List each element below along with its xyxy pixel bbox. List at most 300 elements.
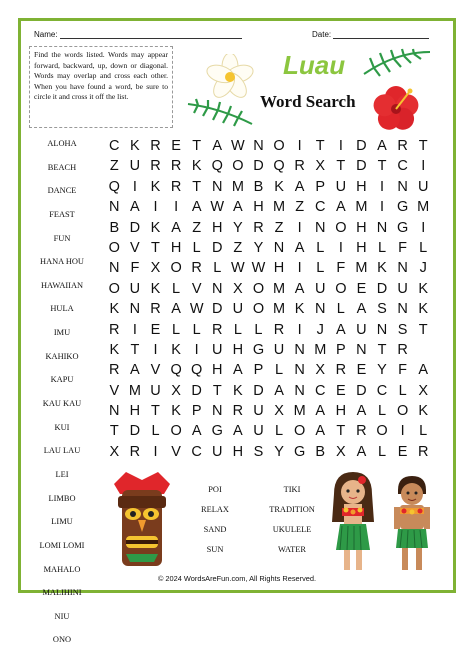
grid-cell[interactable]: Q — [273, 158, 285, 175]
grid-cell[interactable]: Y — [274, 443, 284, 460]
grid-cell[interactable]: I — [153, 443, 158, 460]
grid-cell[interactable]: A — [171, 301, 181, 318]
grid-cell[interactable]: O — [335, 219, 347, 236]
name-line[interactable] — [60, 30, 242, 39]
grid-cell[interactable]: X — [315, 158, 326, 175]
grid-cell[interactable]: I — [153, 341, 158, 358]
grid-cell[interactable]: C — [314, 382, 326, 399]
grid-cell[interactable]: L — [377, 443, 387, 460]
grid-cell[interactable]: P — [315, 178, 326, 195]
grid-cell[interactable]: F — [130, 260, 140, 277]
grid-cell[interactable]: M — [293, 403, 306, 420]
grid-cell[interactable]: D — [212, 239, 223, 256]
grid-cell[interactable]: A — [130, 199, 140, 216]
grid-cell[interactable]: M — [314, 341, 327, 358]
grid-row — [104, 320, 434, 340]
grid-cell[interactable]: T — [336, 423, 346, 440]
grid-cell[interactable]: T — [212, 382, 222, 399]
grid-cell[interactable]: Y — [253, 239, 264, 256]
letter-grid — [104, 136, 434, 462]
grid-cell[interactable]: C — [397, 158, 408, 175]
grid-cell[interactable]: E — [356, 280, 367, 297]
grid-cell[interactable]: T — [377, 158, 387, 175]
list-item: LIMU — [51, 517, 73, 527]
grid-cell[interactable]: N — [314, 219, 326, 236]
grid-cell[interactable]: F — [398, 362, 408, 379]
grid-cell[interactable]: L — [336, 301, 345, 318]
list-item: LEI — [55, 469, 69, 479]
list-item: KAU KAU — [42, 399, 82, 409]
grid-cell[interactable]: Z — [295, 199, 305, 216]
grid-cell[interactable]: O — [170, 423, 182, 440]
grid-cell[interactable]: G — [396, 219, 409, 236]
grid-cell[interactable]: G — [294, 443, 306, 460]
grid-cell[interactable]: P — [335, 341, 346, 358]
grid-cell[interactable]: I — [194, 341, 199, 358]
grid-cell[interactable]: F — [398, 239, 408, 256]
grid-cell[interactable]: N — [397, 178, 408, 195]
grid-cell[interactable]: A — [294, 280, 305, 297]
grid-cell[interactable]: B — [109, 219, 120, 236]
list-item: HANA HOU — [40, 257, 84, 267]
grid-cell[interactable]: W — [251, 260, 266, 277]
grid-cell[interactable]: U — [314, 280, 326, 297]
grid-row — [104, 177, 434, 197]
grid-cell[interactable]: L — [419, 423, 428, 440]
grid-cell[interactable]: A — [335, 321, 346, 338]
grid-cell[interactable]: R — [170, 158, 182, 175]
grid-cell[interactable]: D — [191, 382, 202, 399]
grid-row — [104, 156, 434, 176]
grid-cell[interactable]: X — [233, 280, 243, 297]
grid-cell[interactable]: X — [418, 382, 429, 399]
grid-cell[interactable]: T — [151, 403, 160, 420]
grid-cell[interactable]: K — [150, 280, 161, 297]
name-label: Name: — [34, 30, 58, 39]
grid-cell[interactable]: O — [252, 301, 265, 318]
grid-cell[interactable]: U — [356, 321, 367, 338]
grid-cell[interactable]: G — [396, 199, 409, 216]
grid-cell[interactable]: U — [273, 341, 285, 358]
grid-cell[interactable]: L — [316, 260, 325, 277]
grid-cell[interactable]: L — [172, 280, 181, 297]
grid-cell[interactable]: R — [417, 443, 429, 460]
grid-cell[interactable]: L — [275, 362, 284, 379]
grid-cell[interactable]: F — [336, 260, 346, 277]
list-item: ONO — [52, 635, 72, 645]
grid-cell[interactable]: G — [252, 341, 265, 358]
grid-cell[interactable]: K — [109, 341, 120, 358]
grid-cell[interactable]: N — [129, 301, 141, 318]
grid-cell[interactable]: N — [356, 341, 367, 358]
grid-cell[interactable]: R — [397, 341, 408, 358]
grid-cell[interactable]: T — [336, 158, 346, 175]
grid-cell[interactable]: A — [335, 199, 346, 216]
grid-cell[interactable]: Q — [191, 362, 203, 379]
grid-cell[interactable]: A — [356, 403, 367, 420]
grid-cell[interactable]: N — [294, 382, 305, 399]
grid-cell[interactable]: H — [335, 403, 347, 420]
grid-cell[interactable]: R — [232, 403, 244, 420]
grid-cell[interactable]: I — [297, 219, 302, 236]
list-item: KUI — [54, 422, 70, 432]
grid-cell[interactable]: V — [109, 382, 120, 399]
grid-cell[interactable]: L — [192, 321, 201, 338]
grid-cell[interactable]: T — [130, 341, 140, 358]
grid-cell[interactable]: M — [355, 199, 368, 216]
grid-cell[interactable]: I — [421, 219, 426, 236]
grid-row — [104, 299, 434, 319]
grid-cell[interactable]: O — [396, 403, 409, 420]
grid-cell[interactable]: N — [109, 199, 120, 216]
grid-cell[interactable]: K — [294, 301, 305, 318]
grid-cell[interactable]: H — [232, 443, 244, 460]
grid-cell[interactable]: N — [212, 403, 223, 420]
grid-cell[interactable]: V — [171, 443, 181, 460]
grid-cell[interactable]: L — [233, 321, 242, 338]
grid-row — [104, 360, 434, 380]
grid-cell[interactable]: H — [129, 403, 141, 420]
grid-cell[interactable]: R — [273, 321, 285, 338]
grid-cell[interactable]: L — [192, 239, 201, 256]
grid-cell[interactable]: X — [150, 260, 161, 277]
grid-cell[interactable]: X — [171, 382, 181, 399]
grid-cell[interactable]: D — [129, 219, 141, 236]
copyright-footer: © 2024 WordsAreFun.com, All Rights Reserved. — [157, 574, 317, 583]
grid-cell[interactable]: B — [315, 443, 326, 460]
grid-cell[interactable]: D — [253, 158, 264, 175]
grid-cell[interactable]: H — [253, 199, 264, 216]
list-item: HULA — [50, 304, 74, 314]
grid-cell[interactable]: Y — [233, 219, 243, 236]
hibiscus-icon — [368, 82, 424, 136]
grid-cell[interactable]: H — [356, 219, 367, 236]
grid-cell[interactable]: N — [397, 260, 408, 277]
grid-cell[interactable]: L — [213, 260, 222, 277]
grid-cell[interactable]: A — [191, 423, 202, 440]
grid-cell[interactable]: N — [376, 321, 388, 338]
grid-cell[interactable]: M — [273, 199, 286, 216]
list-item: POI — [208, 485, 222, 494]
grid-cell[interactable]: L — [151, 423, 160, 440]
grid-cell[interactable]: A — [274, 382, 284, 399]
grid-row — [104, 381, 434, 401]
grid-cell[interactable]: L — [316, 239, 325, 256]
list-item: BEACH — [47, 162, 77, 172]
grid-cell[interactable]: H — [212, 362, 223, 379]
grid-cell[interactable]: K — [274, 178, 284, 195]
grid-cell[interactable]: K — [150, 219, 161, 236]
grid-cell[interactable]: X — [274, 403, 284, 420]
grid-cell[interactable]: U — [212, 443, 223, 460]
grid-cell[interactable]: A — [315, 403, 326, 420]
grid-cell[interactable]: I — [297, 260, 302, 277]
grid-cell[interactable]: T — [109, 423, 119, 440]
grid-cell[interactable]: L — [419, 239, 428, 256]
grid-cell[interactable]: L — [398, 382, 407, 399]
grid-cell[interactable]: I — [338, 239, 343, 256]
grid-cell[interactable]: H — [170, 239, 182, 256]
grid-cell[interactable]: D — [253, 382, 264, 399]
date-line[interactable] — [333, 30, 429, 39]
grid-cell[interactable]: W — [231, 138, 245, 154]
grid-cell[interactable]: D — [129, 423, 141, 440]
grid-cell[interactable]: I — [174, 199, 179, 216]
grid-cell[interactable]: L — [377, 239, 387, 256]
grid-cell[interactable]: N — [253, 138, 264, 154]
grid-cell[interactable]: O — [273, 138, 285, 154]
grid-cell[interactable]: R — [170, 178, 182, 195]
grid-cell[interactable]: H — [212, 219, 223, 236]
grid-cell[interactable]: O — [108, 280, 120, 297]
list-item: UKULELE — [272, 525, 312, 534]
grid-cell[interactable]: A — [356, 443, 367, 460]
grid-cell[interactable]: C — [109, 138, 120, 154]
grid-cell[interactable]: J — [419, 260, 427, 277]
grid-cell[interactable]: K — [109, 301, 120, 318]
grid-cell[interactable]: K — [418, 301, 429, 318]
grid-cell[interactable]: S — [377, 301, 387, 318]
grid-cell[interactable]: T — [418, 321, 428, 338]
grid-cell[interactable]: C — [191, 443, 202, 460]
grid-row — [104, 136, 434, 156]
grid-cell[interactable]: W — [210, 199, 225, 216]
list-item: TRADITION — [269, 505, 315, 514]
grid-cell[interactable]: N — [109, 403, 120, 420]
grid-cell[interactable]: T — [151, 239, 160, 256]
grid-cell[interactable]: I — [297, 138, 302, 154]
grid-cell[interactable]: Q — [108, 178, 120, 195]
grid-cell[interactable]: I — [421, 158, 426, 175]
grid-cell[interactable]: H — [273, 260, 285, 277]
grid-cell[interactable]: R — [294, 158, 305, 175]
grid-cell[interactable]: K — [130, 138, 140, 154]
grid-cell[interactable]: V — [150, 362, 161, 379]
grid-cell[interactable]: E — [150, 321, 161, 338]
grid-cell[interactable]: R — [150, 138, 161, 154]
grid-cell[interactable]: R — [150, 158, 161, 175]
grid-cell[interactable]: M — [128, 382, 141, 399]
grid-cell[interactable]: R — [212, 321, 223, 338]
grid-cell[interactable]: K — [233, 382, 243, 399]
hula-boy-icon — [388, 474, 436, 572]
grid-cell[interactable]: K — [418, 403, 429, 420]
grid-cell[interactable]: N — [397, 301, 408, 318]
grid-cell[interactable]: N — [294, 362, 305, 379]
grid-cell[interactable]: Q — [211, 158, 223, 175]
grid-cell[interactable]: A — [294, 239, 305, 256]
grid-cell[interactable]: A — [356, 301, 367, 318]
grid-cell[interactable]: O — [294, 423, 306, 440]
grid-cell[interactable]: X — [109, 443, 120, 460]
grid-cell[interactable]: R — [356, 423, 367, 440]
grid-cell[interactable]: G — [211, 423, 223, 440]
list-item: TIKI — [283, 485, 301, 494]
grid-cell[interactable]: M — [231, 178, 244, 195]
grid-cell[interactable]: O — [232, 158, 244, 175]
grid-cell[interactable]: R — [397, 138, 408, 154]
list-item: KAPU — [50, 375, 74, 385]
grid-cell[interactable]: O — [376, 423, 388, 440]
grid-cell[interactable]: O — [335, 280, 347, 297]
grid-row — [104, 340, 434, 360]
grid-cell[interactable]: M — [355, 260, 368, 277]
list-item: MALIHINI — [42, 588, 82, 598]
grid-cell[interactable]: E — [171, 138, 181, 154]
grid-cell[interactable]: A — [212, 138, 223, 154]
grid-cell[interactable]: M — [273, 301, 286, 318]
grid-cell[interactable]: R — [109, 362, 120, 379]
grid-cell[interactable]: A — [294, 178, 305, 195]
grid-cell[interactable]: U — [212, 341, 223, 358]
grid-cell[interactable]: A — [130, 362, 140, 379]
grid-cell[interactable]: K — [418, 280, 429, 297]
grid-cell[interactable]: D — [356, 382, 367, 399]
grid-cell[interactable]: Z — [274, 219, 284, 236]
grid-cell[interactable]: R — [109, 321, 120, 338]
grid-cell[interactable]: D — [212, 301, 223, 318]
grid-cell[interactable]: K — [171, 341, 181, 358]
grid-cell[interactable]: M — [417, 199, 430, 216]
grid-cell[interactable]: K — [191, 158, 202, 175]
grid-cell[interactable]: N — [109, 260, 120, 277]
grid-cell[interactable]: I — [400, 423, 405, 440]
grid-cell[interactable]: U — [232, 301, 244, 318]
grid-cell[interactable]: B — [253, 178, 264, 195]
grid-cell[interactable]: N — [294, 341, 305, 358]
grid-row — [104, 218, 434, 238]
grid-cell[interactable]: I — [153, 199, 158, 216]
grid-cell[interactable]: P — [191, 403, 202, 420]
grid-cell[interactable]: A — [233, 199, 243, 216]
grid-cell[interactable]: U — [129, 158, 141, 175]
grid-cell[interactable]: S — [253, 443, 264, 460]
grid-row — [104, 238, 434, 258]
grid-cell[interactable]: U — [129, 280, 141, 297]
grid-cell[interactable]: E — [335, 382, 346, 399]
grid-cell[interactable]: U — [417, 178, 429, 195]
grid-cell[interactable]: Q — [170, 362, 182, 379]
list-item: IMU — [53, 328, 71, 338]
grid-cell[interactable]: R — [253, 219, 264, 236]
grid-cell[interactable]: R — [129, 443, 141, 460]
grid-cell[interactable]: H — [356, 239, 367, 256]
grid-cell[interactable]: I — [380, 178, 385, 195]
grid-cell[interactable]: O — [170, 260, 182, 277]
grid-cell[interactable]: N — [212, 178, 223, 195]
grid-cell[interactable]: I — [380, 199, 385, 216]
grid-cell[interactable]: R — [150, 301, 161, 318]
grid-cell[interactable]: A — [191, 199, 202, 216]
hula-girl-icon — [328, 470, 378, 572]
grid-cell[interactable]: Z — [233, 239, 243, 256]
list-item: DANCE — [47, 186, 77, 196]
grid-cell[interactable]: N — [212, 280, 223, 297]
list-item: ALOHA — [47, 139, 77, 148]
grid-cell[interactable]: N — [273, 239, 285, 256]
grid-cell[interactable]: W — [189, 301, 204, 318]
grid-cell[interactable]: U — [253, 403, 264, 420]
grid-cell[interactable]: T — [192, 138, 202, 154]
grid-cell[interactable]: E — [356, 362, 367, 379]
grid-cell[interactable]: X — [335, 443, 346, 460]
list-item: RELAX — [201, 505, 229, 514]
grid-cell[interactable]: I — [338, 138, 343, 154]
grid-cell[interactable]: I — [297, 321, 302, 338]
grid-cell[interactable]: C — [314, 199, 326, 216]
grid-cell[interactable]: U — [397, 280, 408, 297]
grid-cell[interactable]: A — [418, 362, 429, 379]
list-item: SUN — [206, 545, 224, 554]
grid-cell[interactable]: S — [397, 321, 408, 338]
grid-cell[interactable]: T — [377, 341, 387, 358]
grid-cell[interactable]: A — [171, 219, 181, 236]
grid-cell[interactable]: K — [150, 178, 161, 195]
grid-cell[interactable]: D — [356, 138, 367, 154]
grid-cell[interactable]: A — [233, 362, 243, 379]
grid-cell[interactable]: U — [253, 423, 264, 440]
grid-cell[interactable]: L — [172, 321, 181, 338]
grid-row — [104, 279, 434, 299]
grid-cell[interactable]: T — [418, 138, 428, 154]
grid-cell[interactable]: L — [377, 403, 387, 420]
grid-cell[interactable]: N — [314, 301, 326, 318]
grid-cell[interactable]: D — [376, 280, 388, 297]
grid-cell[interactable]: A — [315, 423, 326, 440]
grid-cell[interactable]: P — [253, 362, 264, 379]
grid-cell[interactable]: Z — [192, 219, 202, 236]
grid-cell[interactable]: A — [377, 138, 387, 154]
grid-cell[interactable]: I — [132, 178, 137, 195]
grid-cell[interactable]: Y — [377, 362, 387, 379]
grid-cell[interactable]: C — [376, 382, 388, 399]
grid-cell[interactable]: W — [231, 260, 245, 277]
grid-cell[interactable]: X — [315, 362, 326, 379]
grid-cell[interactable]: A — [233, 423, 243, 440]
title-luau: Luau — [283, 50, 346, 80]
grid-cell[interactable]: D — [356, 158, 367, 175]
word-list-bottom-1 — [184, 480, 246, 560]
grid-cell[interactable]: U — [150, 382, 161, 399]
grid-cell[interactable]: L — [254, 321, 263, 338]
grid-cell[interactable]: T — [315, 138, 325, 154]
name-field[interactable] — [34, 30, 242, 39]
list-item: LOMI LOMI — [39, 540, 85, 550]
grid-cell[interactable]: N — [376, 219, 388, 236]
grid-cell[interactable]: T — [192, 178, 202, 195]
grid-cell[interactable]: V — [130, 239, 140, 256]
grid-cell[interactable]: E — [397, 443, 408, 460]
list-item: LAU LAU — [43, 446, 81, 456]
date-field[interactable] — [312, 30, 429, 39]
grid-cell[interactable]: M — [273, 280, 286, 297]
grid-cell[interactable]: R — [191, 260, 202, 277]
grid-cell[interactable]: R — [335, 362, 347, 379]
grid-cell[interactable]: U — [335, 178, 347, 195]
grid-cell[interactable]: K — [171, 403, 181, 420]
grid-cell[interactable]: I — [132, 321, 137, 338]
grid-cell[interactable]: Z — [109, 158, 119, 175]
grid-cell[interactable]: O — [108, 239, 120, 256]
grid-cell[interactable]: K — [377, 260, 387, 277]
title-word-search: Word Search — [260, 92, 356, 111]
grid-cell[interactable]: L — [275, 423, 284, 440]
grid-cell[interactable]: J — [316, 321, 324, 338]
grid-cell[interactable]: H — [356, 178, 367, 195]
grid-cell[interactable]: V — [191, 280, 202, 297]
grid-cell[interactable]: O — [252, 280, 265, 297]
grid-cell[interactable]: H — [232, 341, 244, 358]
